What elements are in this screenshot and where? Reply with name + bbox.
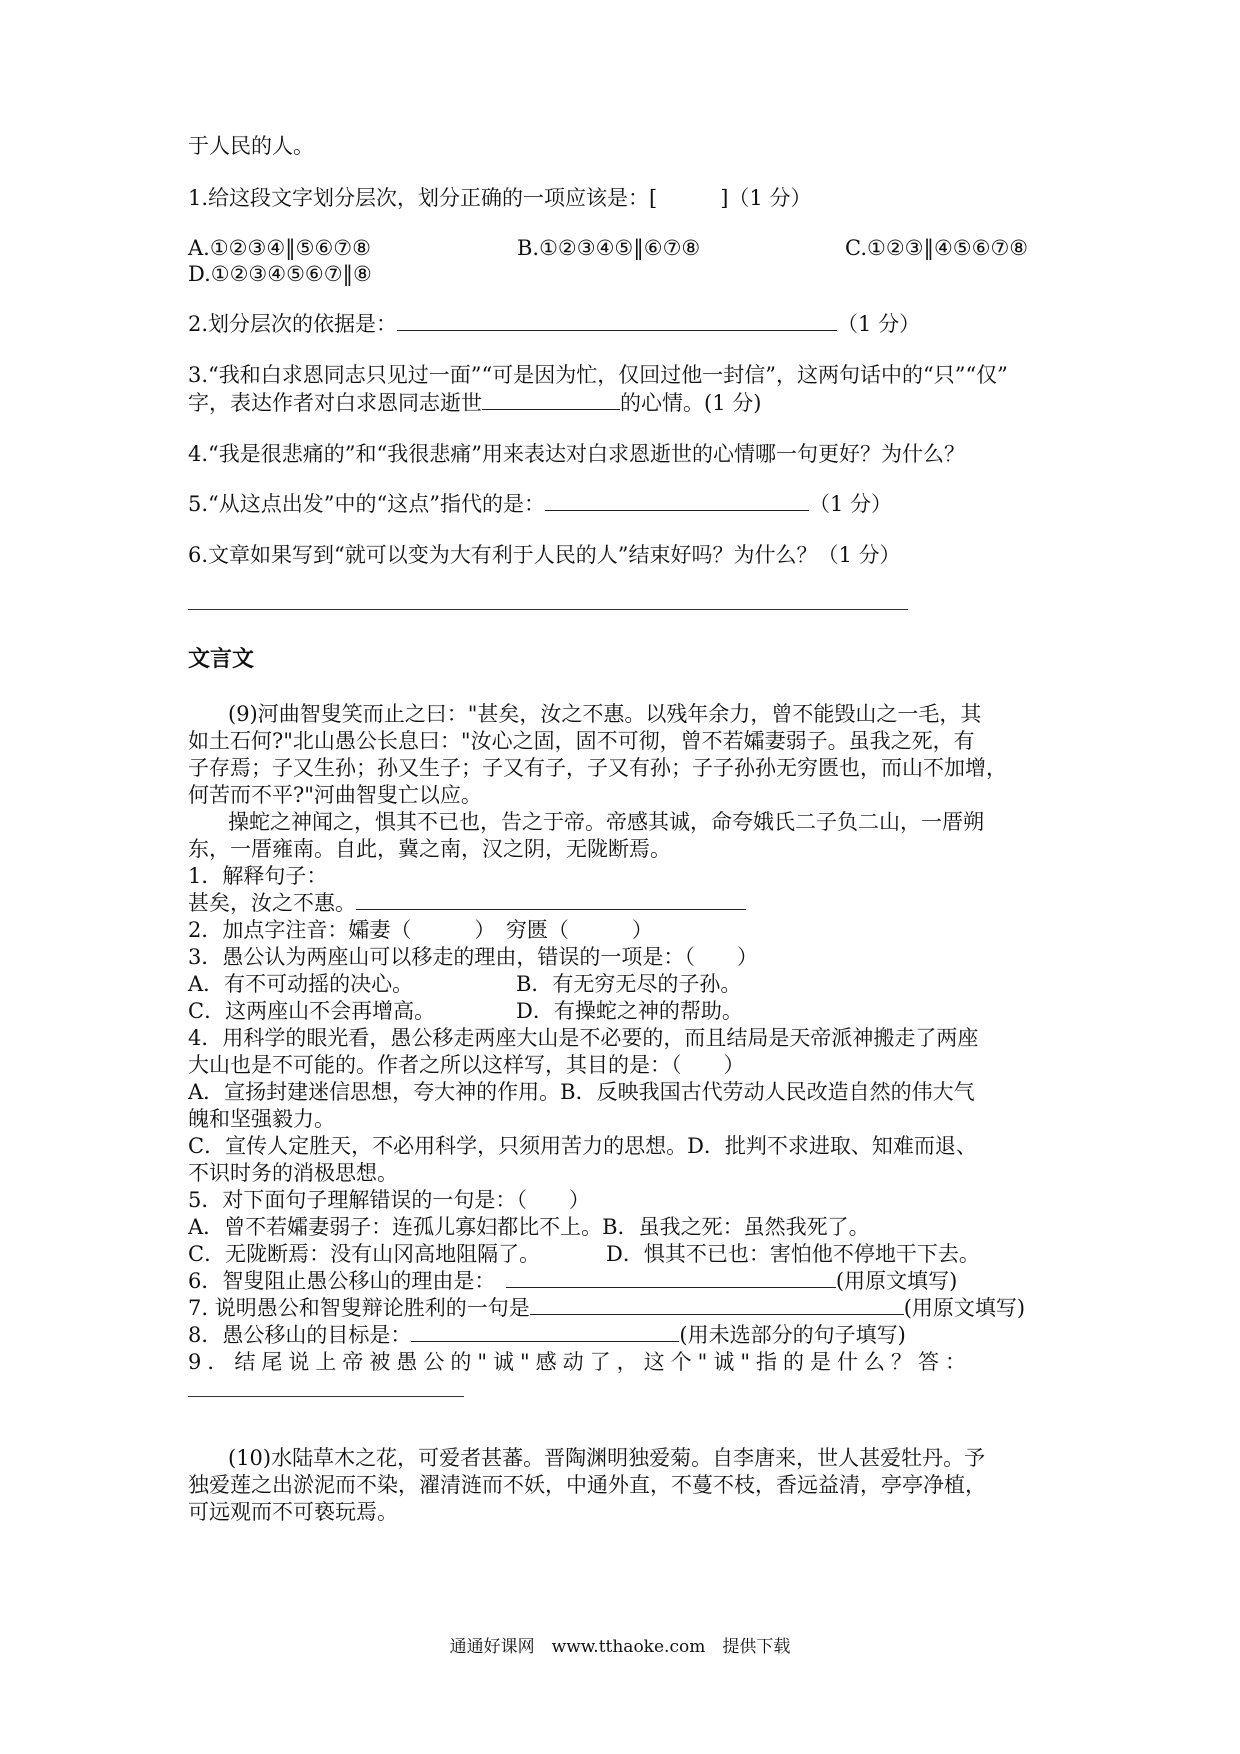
q3-tail: 的心情。(1 分): [620, 391, 762, 415]
q9-4-ab-line1: A．宣扬封建迷信思想，夸大神的作用。B．反映我国古代劳动人民改造自然的伟大气: [188, 1080, 975, 1104]
q9-2-part-b: 穷匮（ ）: [505, 918, 653, 942]
passage9-line5: [188, 808, 1068, 837]
q1-option-d: D.①②③④⑤⑥⑦‖⑧: [188, 262, 372, 286]
question-4: 4.“我是很悲痛的”和“我很悲痛”用来表达对白求恩逝世的心情哪一句更好？为什么？: [188, 442, 965, 466]
passage9-text-5: 操蛇之神闻之，惧其不已也，告之于帝。帝感其诚，命夸娥氏二子负二山，一厝朔: [228, 810, 984, 834]
q9-6-text: 6．智叟阻止愚公移山的理由是：: [188, 1269, 485, 1293]
q9-1-sentence: [188, 889, 1068, 918]
q9-4-ab-line2: 魄和坚强毅力。: [188, 1107, 335, 1131]
q9-8-note: (用未选部分的句子填写): [679, 1323, 906, 1347]
q9-3-option-c: C．这两座山不会再增高。: [188, 999, 436, 1023]
q9-7: [188, 1294, 1068, 1323]
q9-5-option-d: D．惧其不已也：害怕他不停地干下去。: [606, 1242, 980, 1266]
passage9-line3: 子存焉；子又生孙；孙又生子；子又有子，子又有孙；子子孙孙无穷匮也，而山不加增，: [188, 756, 1007, 780]
question-2: [188, 310, 1068, 339]
q9-4-line2: 大山也是不可能的。作者之所以这样写，其目的是：（ ）: [188, 1053, 745, 1077]
q9-5-option-c: C．无陇断焉：没有山冈高地阻隔了。: [188, 1242, 541, 1266]
question-3-line2: [188, 389, 1068, 418]
passage10-line1: [188, 1444, 1068, 1473]
q9-7-answer-blank[interactable]: [530, 1294, 904, 1315]
q1-option-c: C.①②③‖④⑤⑥⑦⑧: [845, 236, 1029, 260]
q1-option-b: B.①②③④⑤‖⑥⑦⑧: [517, 236, 701, 260]
q9-8-text: 8．愚公移山的目标是：: [188, 1323, 412, 1347]
question-5: [188, 490, 1068, 519]
q9-3-option-a: A．有不可动摇的决心。: [188, 972, 414, 996]
passage9-line1: [188, 700, 1068, 729]
q9-9: 9．结尾说上帝被愚公的"诚"感动了，这个"诚"指的是什么？答：: [188, 1350, 972, 1374]
q6-answer-line[interactable]: [188, 609, 908, 610]
q9-4-line1: 4．用科学的眼光看，愚公移走两座大山是不必要的，而且结局是天帝派神搬走了两座: [188, 1026, 979, 1050]
q5-score: （1 分）: [808, 492, 893, 516]
q5-text: 5.“从这点出发”中的“这点”指代的是：: [188, 492, 545, 516]
q9-4-cd-line2: 不识时务的消极思想。: [188, 1161, 398, 1185]
q9-6-answer-blank[interactable]: [506, 1267, 836, 1288]
question-3-line1: 3.“我和白求恩同志只见过一面”“可是因为忙，仅回过他一封信”，这两句话中的“只”“仅”: [188, 363, 1008, 387]
q2-text: 2.划分层次的依据是：: [188, 312, 398, 336]
passage10-line2: 独爱莲之出淤泥而不染，濯清涟而不妖，中通外直，不蔓不枝，香远益清，亭亭净植，: [188, 1473, 986, 1497]
q9-8-answer-blank[interactable]: [411, 1321, 679, 1342]
passage9-line6: 东，一厝雍南。自此，冀之南，汉之阴，无陇断焉。: [188, 837, 671, 861]
continuation-line: 于人民的人。: [188, 134, 314, 158]
passage9-text-1: (9)河曲智叟笑而止之曰："甚矣，汝之不惠。以残年余力，曾不能毁山之一毛，其: [228, 702, 982, 726]
q9-3-option-d: D．有操蛇之神的帮助。: [516, 999, 743, 1023]
q3-answer-blank[interactable]: [482, 389, 620, 410]
q2-answer-blank[interactable]: [397, 310, 837, 331]
passage10-text-1: (10)水陆草木之花，可爱者甚蕃。晋陶渊明独爱菊。自李唐来，世人甚爱牡丹。予: [228, 1446, 986, 1470]
q5-answer-blank[interactable]: [545, 490, 809, 511]
page-footer: 通通好课网 www.tthaoke.com 提供下载: [449, 1637, 791, 1657]
question-1: 1.给这段文字划分层次，划分正确的一项应该是：[ ]（1 分）: [188, 186, 812, 210]
q9-8: [188, 1321, 1068, 1350]
question-6: 6.文章如果写到“就可以变为大有利于人民的人”结束好吗？为什么？（1 分）: [188, 543, 901, 567]
q9-7-text: 7. 说明愚公和智叟辩论胜利的一句是: [188, 1296, 530, 1320]
passage9-line2: 如土石何?"北山愚公长息曰："汝心之固，固不可彻，曾不若孀妻弱子。虽我之死，有: [188, 729, 975, 753]
q9-1: 1．解释句子：: [188, 864, 328, 888]
q9-7-note: (用原文填写): [903, 1296, 1026, 1320]
q9-2: [188, 916, 1068, 945]
q9-3: 3．愚公认为两座山可以移走的理由，错误的一项是：（ ）: [188, 945, 758, 969]
q9-6: [188, 1267, 1068, 1296]
q9-2-part-a: 2．加点字注音：孀妻（ ）: [188, 918, 485, 942]
q9-4-cd-line1: C．宣传人定胜天，不必用科学，只须用苦力的思想。D．批判不求进取、知难而退、: [188, 1134, 977, 1158]
q9-9-answer-line[interactable]: [188, 1396, 464, 1397]
q1-option-a: A.①②③④‖⑤⑥⑦⑧: [188, 236, 371, 260]
q9-1-answer-blank[interactable]: [356, 889, 746, 910]
q9-6-note: (用原文填写): [835, 1269, 958, 1293]
q3-text: 字，表达作者对白求恩同志逝世: [188, 391, 482, 415]
q9-1-sentence-text: 甚矣，汝之不惠。: [188, 891, 356, 915]
q9-5-options-ab: A．曾不若孀妻弱子：连孤儿寡妇都比不上。B．虽我之死：虽然我死了。: [188, 1215, 870, 1239]
passage10-line3: 可远观而不可亵玩焉。: [188, 1500, 398, 1524]
q2-score: （1 分）: [837, 312, 921, 336]
section-title: 文言文: [188, 646, 255, 672]
passage9-line4: 何苦而不平?"河曲智叟亡以应。: [188, 783, 482, 807]
q9-5: 5．对下面句子理解错误的一句是：（ ）: [188, 1188, 590, 1212]
q9-3-option-b: B．有无穷无尽的子孙。: [516, 972, 742, 996]
